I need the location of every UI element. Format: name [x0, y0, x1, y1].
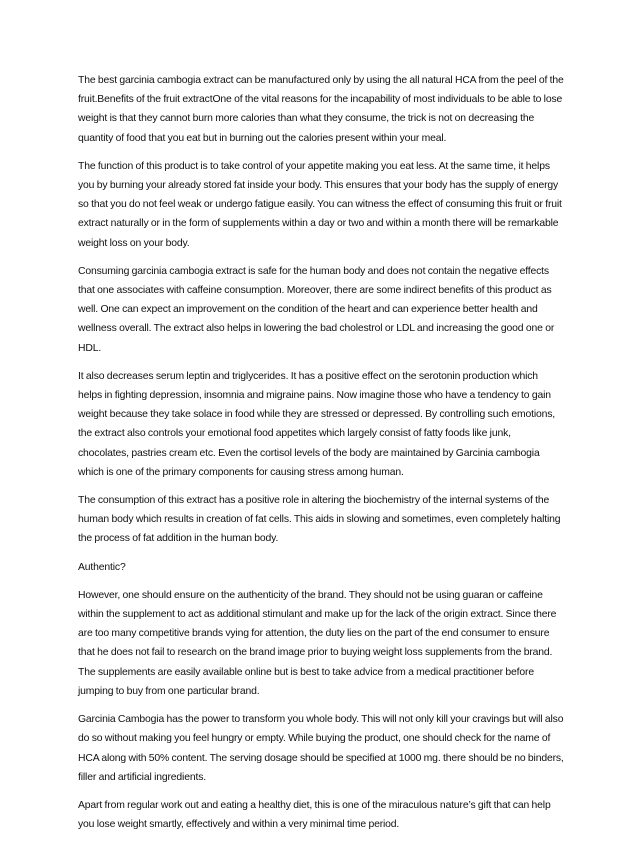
- paragraph-7: Garcinia Cambogia has the power to transform you whole body. This will not only kill your cravings but will also do so without making you feel hungry or empty. While buying the product, one should check for the name of HCA along with 50% content. The serving dosage should be specified at 1000 mg. there should be no binders, filler and artificial ingredients.: [78, 714, 564, 783]
- paragraph-8: Apart from regular work out and eating a healthy diet, this is one of the miraculous nature’s gift that can help you lose weight smartly, effectively and within a very minimal time period.: [78, 799, 551, 831]
- section-heading-authentic: Authentic?: [78, 561, 126, 573]
- document-body: [78, 71, 564, 843]
- paragraph-6: However, one should ensure on the authenticity of the brand. They should not be using guaran or caffeine within the supplement to act as additional stimulant and make up for the lack of the origin extract. Since there are too many competitive brands vying for attention, the duty lies on the part of the end consumer to ensure that he does not fail to research on the brand image prior to buying weight loss supplements from the brand. The supplements are easily available online but is best to take advice from a medical practitioner before jumping to buy from one particular brand.: [78, 589, 557, 697]
- paragraph-4: It also decreases serum leptin and triglycerides. It has a positive effect on the serotonin production which helps in fighting depression, insomnia and migraine pains. Now imagine those who have a tendency to gain weight because they take solace in food while they are stressed or depressed. By controlling such emotions, the extract also controls your emotional food appetites which largely consist of fatty foods like junk, chocolates, pastries cream etc. Even the cortisol levels of the body are maintained by Garcinia cambogia which is one of the primary components for causing stress among human.: [78, 370, 556, 478]
- paragraph-5: The consumption of this extract has a positive role in altering the biochemistry of the internal systems of the human body which results in creation of fat cells. This aids in slowing and sometimes, even completely halting the process of fat addition in the human body.: [78, 495, 561, 545]
- paragraph-1: The best garcinia cambogia extract can be manufactured only by using the all natural HCA from the peel of the fruit.Benefits of the fruit extractOne of the vital reasons for the incapability of most individuals to be able to lose weight is that they cannot burn more calories than what they consume, the trick is not on decreasing the quantity of food that you eat but in burning out the calories present within your meal.: [78, 75, 564, 144]
- paragraph-3: Consuming garcinia cambogia extract is safe for the human body and does not contain the negative effects that one associates with caffeine consumption. Moreover, there are some indirect benefits of this product as well. One can expect an improvement on the condition of the heart and can experience better health and wellness overall. The extract also helps in lowering the bad cholestrol or LDL and increasing the good one or HDL.: [78, 265, 555, 354]
- paragraph-2: The function of this product is to take control of your appetite making you eat less. At the same time, it helps you by burning your already stored fat inside your body. This ensures that your body has the supply of energy so that you do not feel weak or undergo fatigue easily. You can witness the effect of consuming this fruit or fruit extract naturally or in the form of supplements within a day or two and within a month there will be remarkable weight loss on your body.: [78, 160, 562, 249]
